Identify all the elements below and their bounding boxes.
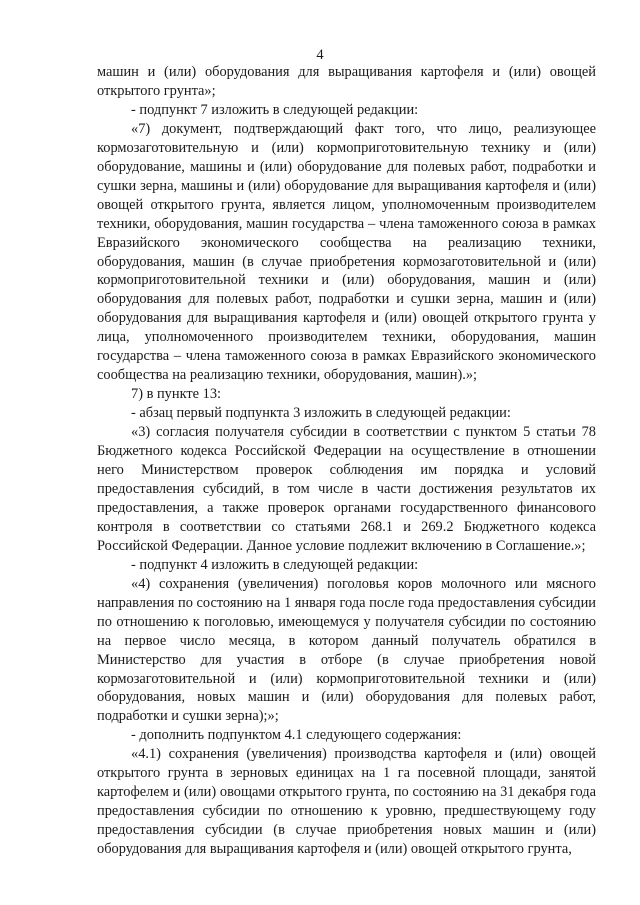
paragraph: «7) документ, подтверждающий факт того, что лицо, реализующее кормозаготовительную и (или) кормоприготовительную технику и (или) оборудование, машины и (или) оборудование для полевых работ, подработки и сушки зерна, машины и (или) оборудование для выращивания картофеля и (или) овощей открытого грунта, является лицом, уполномоченным производителем техники, оборудования, машин государства – члена таможенного союза в рамках Евразийского экономического сообщества на реализацию техники, оборудования, машин (в случае приобретения кормозаготовительной и (или) кормоприготовительной техники и (или) оборудования, машин и (или) оборудования для полевых работ, подработки и сушки зерна, машин и (или) оборудования для выращивания картофеля и (или) овощей открытого грунта у лица, уполномоченного производителем техники, оборудования, машин государства – члена таможенного союза в рамках Евразийского экономического сообщества на реализацию техники, оборудования, машин).»;	[97, 120, 596, 384]
paragraph: - подпункт 4 изложить в следующей редакции:	[131, 556, 419, 573]
page-number: 4	[316, 47, 324, 63]
paragraph: машин и (или) оборудования для выращивания картофеля и (или) овощей открытого грунта»;	[97, 64, 596, 99]
paragraph: - подпункт 7 изложить в следующей редакции:	[131, 101, 419, 118]
paragraph: «4.1) сохранения (увеличения) производства картофеля и (или) овощей открытого грунта в зерновых единицах на 1 га посевной площади, занятой картофелем и (или) овощами открытого грунта, по состоянию на 31 декабря года предоставления субсидии по отношению к уровню, предшествующему году предоставления субсидии (в случае приобретения новых машин и (или) оборудования для выращивания картофеля и (или) овощей открытого грунта,	[97, 746, 596, 858]
document-body	[97, 63, 596, 859]
paragraph: 7) в пункте 13:	[131, 386, 222, 403]
paragraph: - абзац первый подпункта 3 изложить в следующей редакции:	[131, 405, 511, 422]
paragraph: «4) сохранения (увеличения) поголовья коров молочного или мясного направления по состоянию на 1 января года после года предоставления субсидии по отношению к поголовью, имеющемуся у получателя субсидии по состоянию на первое число месяца, в котором данный получатель обратился в Министерство для участия в отборе (в случае приобретения новой кормозаготовительной и (или) кормоприготовительной техники и (или) оборудования, новых машин и (или) оборудования для полевых работ, подработки и сушки зерна);»;	[97, 575, 596, 725]
paragraph: - дополнить подпунктом 4.1 следующего содержания:	[131, 727, 462, 744]
paragraph: «3) согласия получателя субсидии в соответствии с пунктом 5 статьи 78 Бюджетного кодекса Российской Федерации на осуществление в отношении него Министерством проверок соблюдения им порядка и условий предоставления субсидий, в том числе в части достижения результатов их предоставления, а также проверок органами государственного финансового контроля в соответствии со статьями 268.1 и 269.2 Бюджетного кодекса Российской Федерации. Данное условие подлежит включению в Соглашение.»;	[97, 424, 596, 554]
